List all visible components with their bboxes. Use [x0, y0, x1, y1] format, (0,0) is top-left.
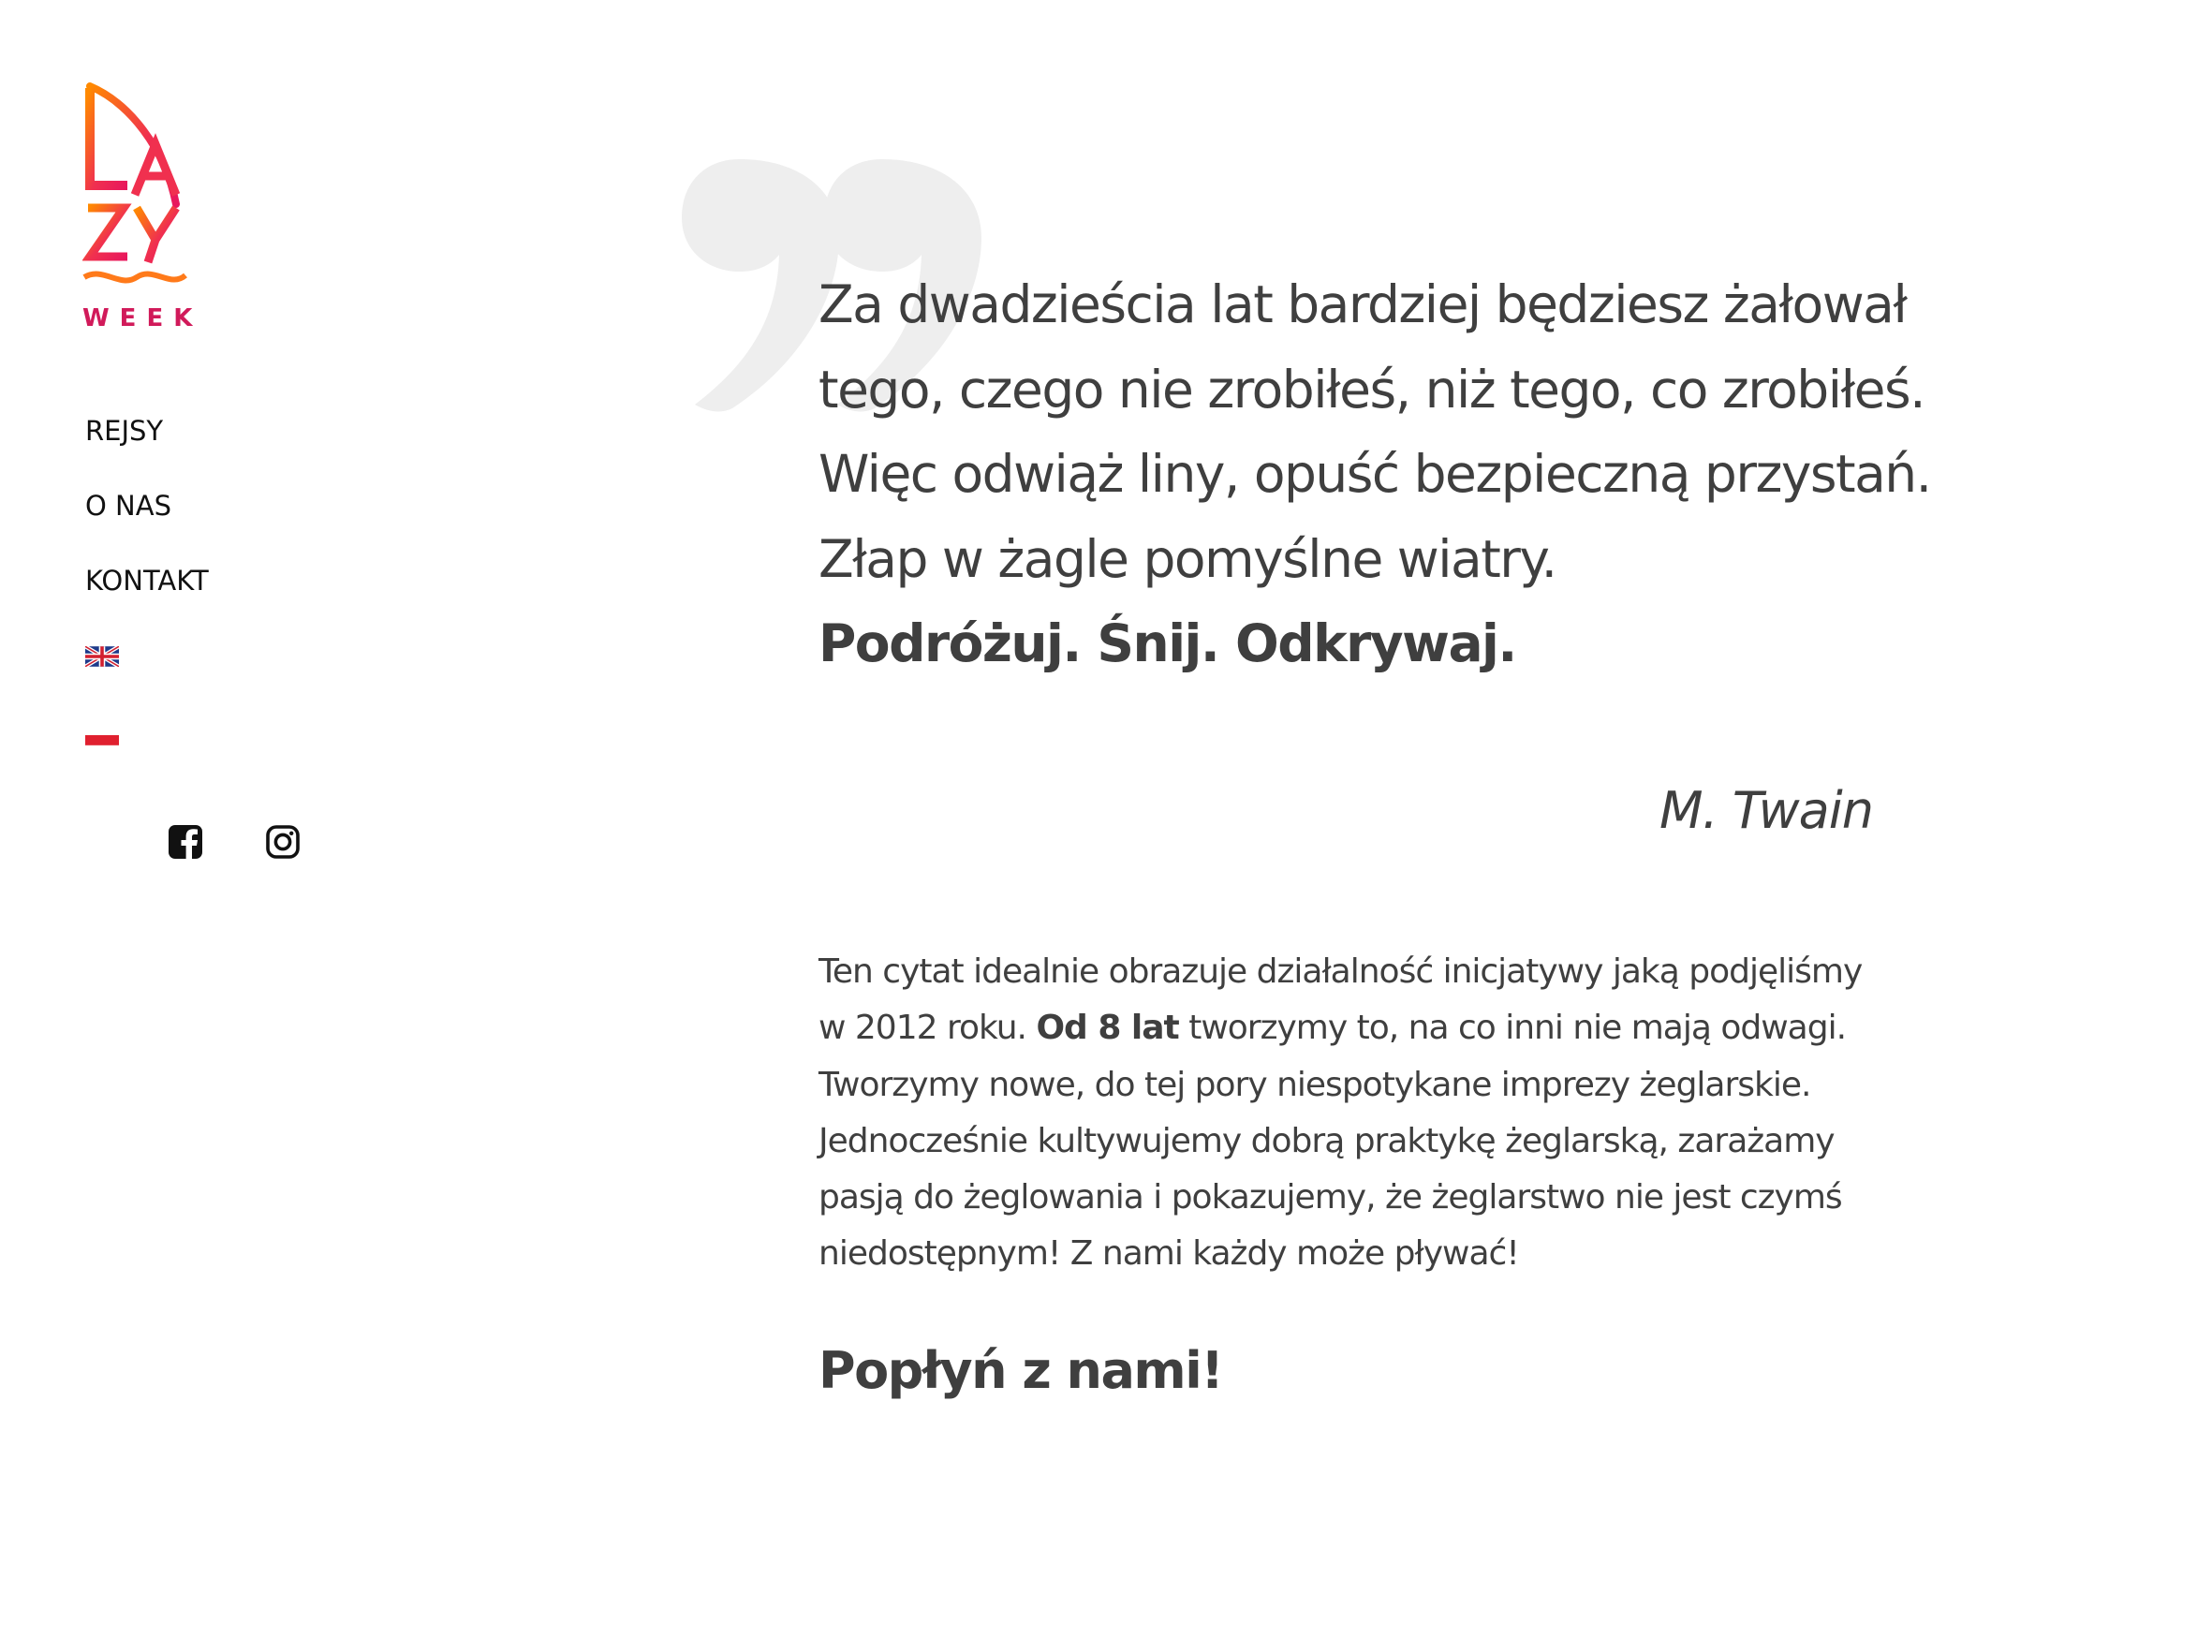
- lazy-week-logo[interactable]: [82, 82, 203, 332]
- intro-line: Ten cytat idealnie obrazuje działalność inicjatywy jaką podjęliśmy: [818, 952, 1863, 991]
- intro-line: niedostępnym! Z nami każdy może pływać!: [818, 1234, 1519, 1274]
- quote-block: [818, 262, 1931, 686]
- nav-item-rejsy[interactable]: REJSY: [85, 415, 164, 447]
- quote-line: tego, czego nie zrobiłeś, niż tego, co zrobiłeś.: [818, 359, 1925, 420]
- intro-line: Jednocześnie kultywujemy dobrą praktykę żeglarską, zarażamy: [818, 1121, 1835, 1160]
- intro-line: Tworzymy nowe, do tej pory niespotykane imprezy żeglarskie.: [818, 1065, 1811, 1104]
- logo-mark-icon: [82, 82, 203, 332]
- quote-line: Złap w żagle pomyślne wiatry.: [818, 528, 1556, 589]
- cta-heading: Popłyń z nami!: [818, 1341, 1223, 1400]
- quote-author: M. Twain: [1659, 781, 1873, 840]
- intro-text: w 2012 roku.: [818, 1009, 1037, 1048]
- facebook-icon[interactable]: [168, 824, 203, 860]
- logo-wordmark: WEEK: [82, 304, 203, 332]
- uk-flag-icon[interactable]: [85, 646, 119, 667]
- instagram-icon[interactable]: [265, 824, 301, 860]
- main-navigation: [85, 408, 209, 633]
- intro-paragraph: [818, 944, 1867, 1283]
- quote-emphasis: Podróżuj. Śnij. Odkrywaj.: [818, 613, 1516, 673]
- intro-line: pasją do żeglowania i pokazujemy, że żeglarstwo nie jest czymś: [818, 1178, 1842, 1217]
- quote-line: Więc odwiąż liny, opuść bezpieczną przystań.: [818, 444, 1931, 504]
- quote-line: Za dwadzieścia lat bardziej będziesz żałował: [818, 274, 1907, 334]
- intro-line: [818, 1000, 1867, 1056]
- poland-flag-icon[interactable]: [85, 725, 119, 745]
- intro-text: tworzymy to, na co inni nie mają odwagi.: [1178, 1009, 1847, 1048]
- nav-item-o-nas[interactable]: O NAS: [85, 490, 171, 522]
- intro-highlight: Od 8 lat: [1036, 1009, 1179, 1048]
- nav-item-kontakt[interactable]: KONTAKT: [85, 565, 209, 597]
